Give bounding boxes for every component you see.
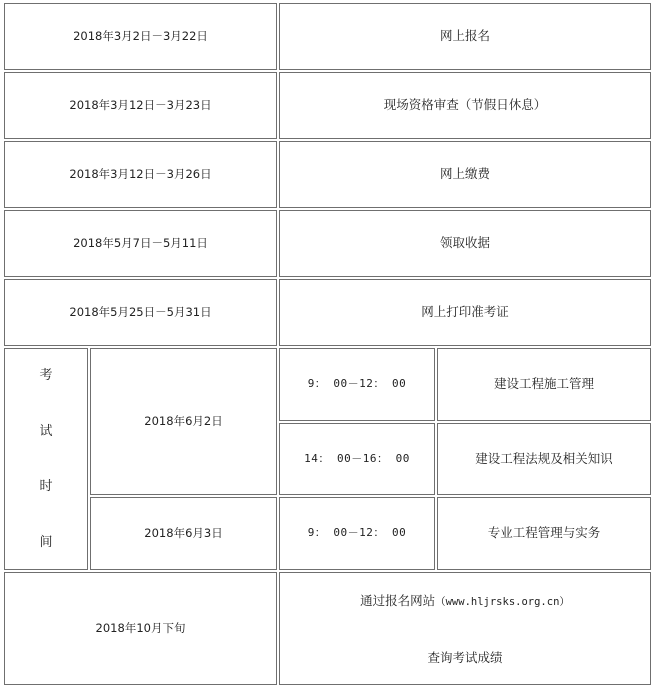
score-action: 查询考试成绩	[427, 649, 503, 665]
schedule-date-cell	[4, 3, 277, 70]
schedule-date-cell	[4, 72, 277, 139]
score-site-prefix: 通过报名网站	[360, 593, 436, 608]
exam-session-time: 9： 00－12： 00	[307, 526, 407, 540]
exam-subject-cell	[437, 423, 651, 495]
exam-session-time-cell	[279, 497, 435, 570]
schedule-task-cell	[279, 210, 651, 277]
schedule-task-cell	[279, 72, 651, 139]
exam-session-time: 9： 00－12： 00	[307, 377, 407, 391]
exam-time-label-char: 时	[39, 479, 53, 495]
schedule-task: 网上打印准考证	[421, 304, 509, 320]
exam-subject: 建设工程施工管理	[493, 376, 594, 392]
schedule-task: 现场资格审查（节假日休息）	[383, 97, 547, 113]
schedule-task: 网上报名	[439, 28, 490, 44]
schedule-date-cell	[4, 279, 277, 346]
schedule-task-cell	[279, 3, 651, 70]
schedule-task-cell	[279, 141, 651, 208]
schedule-date: 2018年5月25日－5月31日	[69, 305, 212, 320]
exam-session-time-cell	[279, 348, 435, 421]
exam-time-label-char: 试	[39, 423, 53, 439]
exam-time-label-char: 间	[39, 534, 53, 550]
exam-subject-cell	[437, 497, 651, 570]
schedule-date-cell	[4, 210, 277, 277]
exam-day-date: 2018年6月3日	[144, 526, 223, 541]
exam-subject: 建设工程法规及相关知识	[475, 450, 613, 466]
schedule-task: 领取收据	[439, 235, 490, 251]
schedule-date: 2018年5月7日－5月11日	[73, 236, 208, 251]
exam-day-cell	[90, 497, 277, 570]
exam-session-time: 14： 00－16： 00	[304, 451, 410, 465]
schedule-date-cell	[4, 141, 277, 208]
schedule-task-cell	[279, 279, 651, 346]
exam-time-label-cell	[4, 348, 88, 570]
exam-subject-cell	[437, 348, 651, 421]
score-date-cell	[4, 572, 277, 685]
score-site-url: （www.hljrsks.org.cn）	[435, 596, 570, 608]
exam-subject: 专业工程管理与实务	[487, 525, 601, 541]
score-site-line	[360, 593, 570, 610]
exam-session-time-cell	[279, 423, 435, 495]
exam-time-label-char: 考	[39, 368, 53, 383]
score-query-cell	[279, 572, 651, 685]
schedule-date: 2018年3月12日－3月26日	[69, 167, 212, 182]
schedule-date: 2018年3月2日－3月22日	[73, 29, 208, 44]
exam-day-date: 2018年6月2日	[144, 414, 223, 429]
exam-day-cell	[90, 348, 277, 495]
schedule-task: 网上缴费	[439, 166, 490, 182]
schedule-date: 2018年3月12日－3月23日	[69, 98, 212, 113]
score-date: 2018年10月下旬	[95, 621, 186, 636]
